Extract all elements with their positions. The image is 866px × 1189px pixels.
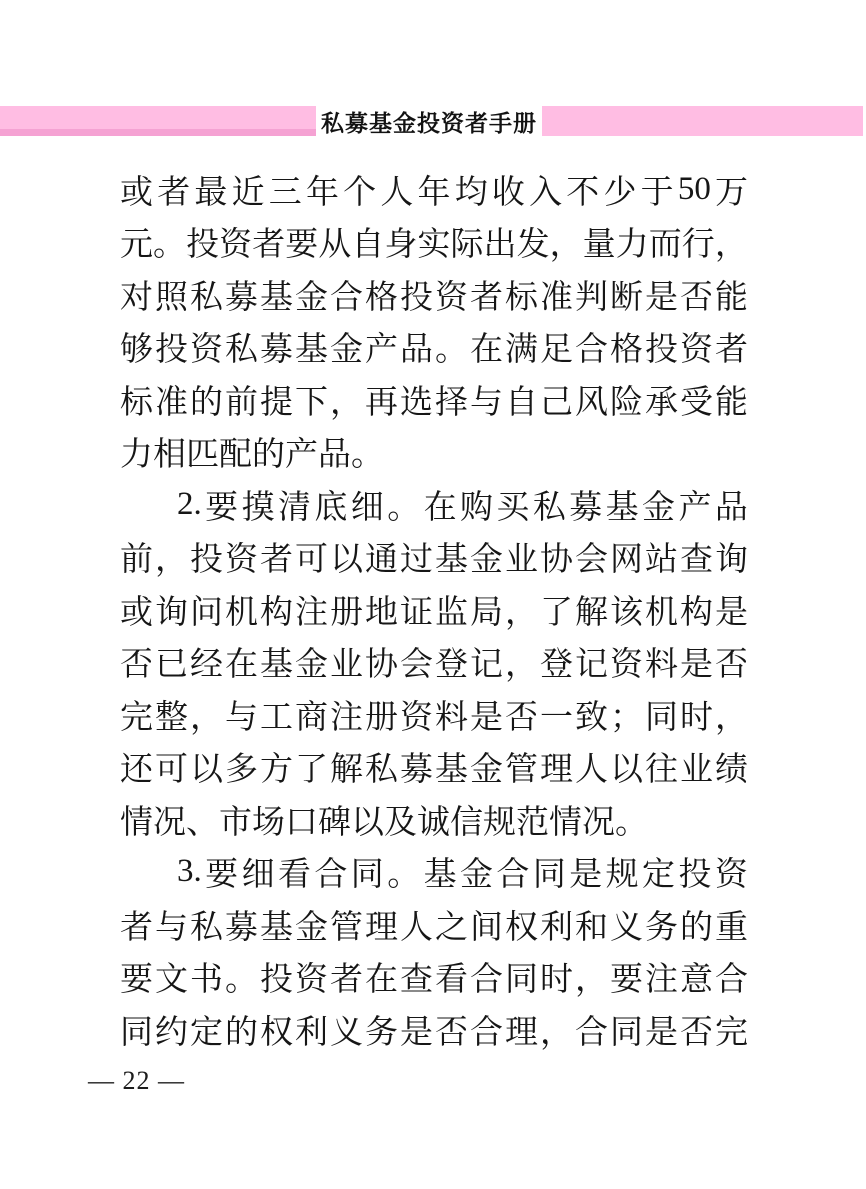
text-line: 同 约 定 的 权 利 义 务 是 否 合 理 ， 合 同 是 否 完 <box>120 1014 748 1051</box>
text-line: 或 者 最 近 三 年 个 人 年 均 收 入 不 少 于 50 万 <box>120 170 748 211</box>
header-bar-left <box>0 106 316 136</box>
text-line: 还 可 以 多 方 了 解 私 募 基 金 管 理 人 以 往 业 绩 <box>120 752 748 789</box>
text-line: 2. 要 摸 清 底 细 。 在 购 买 私 募 基 金 产 品 <box>177 485 748 526</box>
page-number: — 22 — <box>88 1066 185 1095</box>
text-line: 者 与 私 募 基 金 管 理 人 之 间 权 利 和 义 务 的 重 <box>120 909 748 946</box>
text-line: 够 投 资 私 募 基 金 产 品 。 在 满 足 合 格 投 资 者 <box>120 332 748 369</box>
text-line: 标 准 的 前 提 下 ， 再 选 择 与 自 己 风 险 承 受 能 <box>120 384 748 421</box>
text-line: 否 已 经 在 基 金 业 协 会 登 记 ， 登 记 资 料 是 否 <box>120 647 748 684</box>
text-line: 情 况 、 市 场 口 碑 以 及 诚 信 规 范 情 况 。 <box>120 804 648 841</box>
header-bar-right <box>542 106 863 136</box>
text-line: 要 文 书 。 投 资 者 在 查 看 合 同 时 ， 要 注 意 合 <box>120 962 748 999</box>
text-line: 元 。 投 资 者 要 从 自 身 实 际 出 发 ， 量 力 而 行 ， <box>120 227 748 264</box>
running-title: 私募基金投资者手册 <box>321 109 537 136</box>
text-line: 或 询 问 机 构 注 册 地 证 监 局 ， 了 解 该 机 构 是 <box>120 594 748 631</box>
text-line: 完 整 ， 与 工 商 注 册 资 料 是 否 一 致 ； 同 时 ， <box>120 699 748 736</box>
text-line: 对 照 私 募 基 金 合 格 投 资 者 标 准 判 断 是 否 能 <box>120 279 748 316</box>
text-line: 力 相 匹 配 的 产 品 。 <box>120 437 384 474</box>
body-text-block <box>120 163 748 1056</box>
text-line: 3. 要 细 看 合 同 。 基 金 合 同 是 规 定 投 资 <box>177 853 748 894</box>
text-line: 前 ， 投 资 者 可 以 通 过 基 金 业 协 会 网 站 查 询 <box>120 542 748 579</box>
